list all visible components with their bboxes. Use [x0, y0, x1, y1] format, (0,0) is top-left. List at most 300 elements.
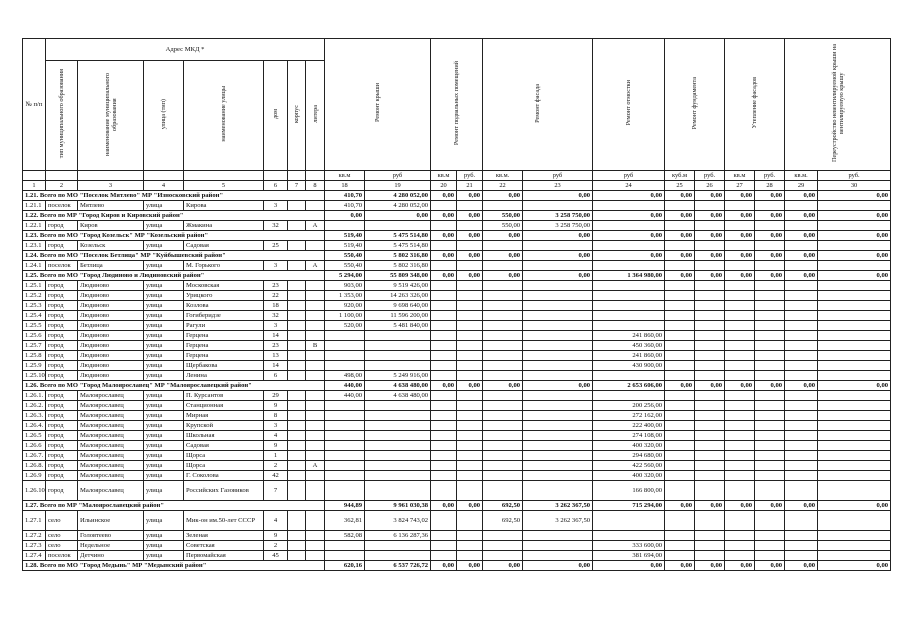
value-cell: 272 162,00 [593, 411, 665, 421]
value-cell [755, 351, 785, 361]
address-cell [288, 301, 306, 311]
value-cell [665, 431, 695, 441]
value-cell: 0,00 [457, 251, 483, 261]
value-cell [325, 411, 365, 421]
value-cell [695, 471, 725, 481]
value-cell [665, 481, 695, 501]
address-cell: улица [144, 331, 184, 341]
address-cell: Станционная [184, 401, 264, 411]
value-cell [457, 451, 483, 461]
value-cell [818, 301, 891, 311]
address-cell [288, 511, 306, 531]
value-cell [695, 221, 725, 231]
value-cell [431, 221, 457, 231]
value-cell [665, 421, 695, 431]
table-row [23, 291, 891, 301]
column-number-cell: 30 [818, 181, 891, 191]
value-cell: 0,00 [818, 271, 891, 281]
value-cell [457, 461, 483, 471]
value-cell [818, 201, 891, 211]
address-cell: Урицкого [184, 291, 264, 301]
value-cell: 0,00 [483, 251, 523, 261]
value-cell [523, 281, 593, 291]
address-cell [288, 361, 306, 371]
value-cell [593, 261, 665, 271]
value-cell: 5 475 514,80 [365, 241, 431, 251]
address-cell: Ильинское [78, 511, 144, 531]
value-cell [695, 441, 725, 451]
address-cell: город [46, 441, 78, 451]
value-cell [755, 471, 785, 481]
value-cell [725, 481, 755, 501]
address-cell: Людиново [78, 371, 144, 381]
address-cell: 1.26.6 [23, 441, 46, 451]
value-cell [665, 401, 695, 411]
value-cell [457, 441, 483, 451]
value-cell: 9 961 030,38 [365, 501, 431, 511]
value-cell: 0,00 [457, 271, 483, 281]
value-cell [755, 481, 785, 501]
value-cell [665, 461, 695, 471]
value-cell [457, 331, 483, 341]
address-cell: Малоярославец [78, 481, 144, 501]
value-cell [755, 431, 785, 441]
address-cell: 1.26.3. [23, 411, 46, 421]
address-cell [288, 481, 306, 501]
units-empty-cell [184, 171, 264, 181]
subtotal-row [23, 211, 891, 221]
value-cell: 0,00 [665, 561, 695, 571]
value-cell [785, 281, 818, 291]
value-cell: 0,00 [593, 561, 665, 571]
value-cell: 0,00 [665, 251, 695, 261]
value-cell [457, 481, 483, 501]
value-cell: 0,00 [785, 211, 818, 221]
address-cell: поселок [46, 261, 78, 271]
address-cell: улица [144, 511, 184, 531]
address-cell: 1.23.1 [23, 241, 46, 251]
value-cell [457, 431, 483, 441]
address-cell [288, 541, 306, 551]
address-cell: улица [144, 291, 184, 301]
value-cell: 582,08 [325, 531, 365, 541]
value-cell [818, 291, 891, 301]
subtotal-row [23, 501, 891, 511]
value-cell: 0,00 [725, 251, 755, 261]
value-cell: 4 280 052,00 [365, 191, 431, 201]
address-cell: Людиново [78, 341, 144, 351]
value-cell: 0,00 [818, 211, 891, 221]
address-cell: город [46, 311, 78, 321]
address-cell: В [306, 341, 325, 351]
value-cell: 0,00 [523, 271, 593, 281]
value-cell [523, 401, 593, 411]
value-cell: 0,00 [695, 561, 725, 571]
value-cell [665, 301, 695, 311]
value-cell [457, 541, 483, 551]
value-cell [431, 201, 457, 211]
value-cell [325, 541, 365, 551]
address-cell: 1.27.2 [23, 531, 46, 541]
address-cell: 1.27.4 [23, 551, 46, 561]
value-cell [431, 311, 457, 321]
value-cell: 0,00 [785, 191, 818, 201]
address-cell: Московская [184, 281, 264, 291]
header-facade: Ремонт фасада [483, 39, 593, 171]
address-cell [288, 391, 306, 401]
address-cell: 45 [264, 551, 288, 561]
value-cell [457, 531, 483, 541]
value-cell [431, 301, 457, 311]
value-cell: 0,00 [457, 211, 483, 221]
value-cell: 0,00 [818, 231, 891, 241]
value-cell [818, 481, 891, 501]
address-cell: 14 [264, 331, 288, 341]
value-cell: 0,00 [725, 501, 755, 511]
value-cell [431, 481, 457, 501]
address-cell [306, 301, 325, 311]
value-cell [755, 531, 785, 541]
address-cell: П. Курсантов [184, 391, 264, 401]
value-cell [365, 361, 431, 371]
column-number-cell: 29 [785, 181, 818, 191]
header-korpus: корпус [288, 61, 306, 171]
address-cell: город [46, 421, 78, 431]
value-cell [483, 441, 523, 451]
address-cell: город [46, 341, 78, 351]
value-cell: 519,40 [325, 241, 365, 251]
value-cell [523, 291, 593, 301]
value-cell [755, 401, 785, 411]
value-cell [483, 371, 523, 381]
value-cell [695, 361, 725, 371]
value-cell [483, 311, 523, 321]
value-cell [818, 321, 891, 331]
value-cell [695, 411, 725, 421]
address-cell: город [46, 331, 78, 341]
value-cell [457, 321, 483, 331]
address-cell: Малоярославец [78, 421, 144, 431]
value-cell [785, 201, 818, 211]
header-npp: № п/п [23, 39, 46, 171]
value-cell [523, 541, 593, 551]
address-cell: улица [144, 301, 184, 311]
value-cell [785, 401, 818, 411]
address-cell: Щербакова [184, 361, 264, 371]
value-cell [818, 441, 891, 451]
value-cell [695, 421, 725, 431]
value-cell: 0,00 [665, 381, 695, 391]
value-cell [695, 261, 725, 271]
address-cell: город [46, 351, 78, 361]
address-cell [306, 471, 325, 481]
value-cell [695, 481, 725, 501]
address-cell [306, 371, 325, 381]
value-cell [325, 551, 365, 561]
value-cell: 0,00 [695, 191, 725, 201]
value-cell [785, 551, 818, 561]
column-number-cell: 25 [665, 181, 695, 191]
value-cell [725, 291, 755, 301]
value-cell [725, 391, 755, 401]
address-cell: улица [144, 401, 184, 411]
value-cell [818, 401, 891, 411]
address-cell: 13 [264, 351, 288, 361]
value-cell [818, 541, 891, 551]
unit-cell: руб [523, 171, 593, 181]
value-cell [365, 411, 431, 421]
table-row [23, 281, 891, 291]
address-cell: 1.25.4 [23, 311, 46, 321]
value-cell [483, 541, 523, 551]
address-cell: 3 [264, 201, 288, 211]
value-cell [593, 221, 665, 231]
address-cell: улица [144, 281, 184, 291]
value-cell [483, 471, 523, 481]
value-cell [523, 471, 593, 481]
address-cell: Людиново [78, 331, 144, 341]
value-cell [725, 431, 755, 441]
value-cell [325, 431, 365, 441]
column-number-cell: 7 [288, 181, 306, 191]
address-cell: 9 [264, 441, 288, 451]
value-cell [755, 321, 785, 331]
value-cell [785, 481, 818, 501]
subtotal-label: 1.21. Всего по МО "Поселок Мятлево" МР "Износковский район" [23, 191, 325, 201]
value-cell: 0,00 [665, 211, 695, 221]
address-cell: 1.24.1 [23, 261, 46, 271]
address-cell [306, 351, 325, 361]
address-cell: Детчино [78, 551, 144, 561]
value-cell [431, 261, 457, 271]
value-cell: 200 256,00 [593, 401, 665, 411]
address-cell [288, 441, 306, 451]
value-cell [725, 551, 755, 561]
address-cell: 3 [264, 261, 288, 271]
address-cell: Людиново [78, 311, 144, 321]
table-row [23, 441, 891, 451]
value-cell [665, 391, 695, 401]
value-cell: 3 258 750,00 [523, 221, 593, 231]
address-cell [306, 321, 325, 331]
value-cell [431, 511, 457, 531]
address-cell [306, 281, 325, 291]
value-cell [365, 471, 431, 481]
header-name-mo: наименование муниципального образования [78, 61, 144, 171]
value-cell: 520,00 [325, 321, 365, 331]
address-cell [306, 241, 325, 251]
address-cell: 1.21.1 [23, 201, 46, 211]
value-cell: 362,81 [325, 511, 365, 531]
value-cell [523, 241, 593, 251]
value-cell [483, 391, 523, 401]
address-cell: Российских Газовиков [184, 481, 264, 501]
value-cell [483, 531, 523, 541]
value-cell [665, 321, 695, 331]
column-number-cell: 3 [78, 181, 144, 191]
column-number-cell: 21 [457, 181, 483, 191]
address-cell: 2 [264, 461, 288, 471]
value-cell [725, 401, 755, 411]
address-cell: улица [144, 531, 184, 541]
value-cell [725, 261, 755, 271]
address-cell [288, 341, 306, 351]
address-cell: город [46, 321, 78, 331]
value-cell [457, 221, 483, 231]
header-street-name: наименование улицы [184, 61, 264, 171]
value-cell [695, 461, 725, 471]
value-cell [785, 331, 818, 341]
value-cell [665, 241, 695, 251]
value-cell: 0,00 [431, 271, 457, 281]
value-cell [483, 451, 523, 461]
value-cell: 430 900,00 [593, 361, 665, 371]
value-cell [523, 431, 593, 441]
value-cell [483, 281, 523, 291]
address-cell [306, 361, 325, 371]
value-cell [593, 321, 665, 331]
value-cell [523, 361, 593, 371]
value-cell [523, 371, 593, 381]
value-cell [325, 221, 365, 231]
address-cell: Мирная [184, 411, 264, 421]
value-cell: 0,00 [523, 251, 593, 261]
address-cell: А [306, 461, 325, 471]
value-cell [431, 401, 457, 411]
value-cell: 0,00 [457, 381, 483, 391]
unit-cell: кв.м. [483, 171, 523, 181]
address-cell [306, 311, 325, 321]
value-cell [818, 461, 891, 471]
value-cell [785, 411, 818, 421]
value-cell [457, 241, 483, 251]
value-cell: 0,00 [457, 561, 483, 571]
column-number-cell: 2 [46, 181, 78, 191]
table-row [23, 461, 891, 471]
value-cell [818, 531, 891, 541]
value-cell [755, 421, 785, 431]
address-cell: город [46, 301, 78, 311]
header-house: дом [264, 61, 288, 171]
header-pereustroistvo: Переустройство невентилируемой крыши на вентилируемую крышу [785, 39, 891, 171]
value-cell: 903,00 [325, 281, 365, 291]
address-cell [288, 331, 306, 341]
table-row [23, 391, 891, 401]
value-cell: 0,00 [457, 501, 483, 511]
address-cell [306, 481, 325, 501]
address-cell: город [46, 281, 78, 291]
value-cell [695, 371, 725, 381]
address-cell: город [46, 361, 78, 371]
address-cell [288, 421, 306, 431]
subtotal-label: 1.28. Всего по МО "Город Медынь" МР "Медынский район" [23, 561, 325, 571]
value-cell [365, 421, 431, 431]
address-cell: улица [144, 391, 184, 401]
value-cell [785, 431, 818, 441]
address-cell: 23 [264, 341, 288, 351]
address-cell: улица [144, 481, 184, 501]
address-cell: улица [144, 261, 184, 271]
value-cell: 550,00 [483, 221, 523, 231]
value-cell [365, 451, 431, 461]
value-cell: 1 364 980,00 [593, 271, 665, 281]
value-cell [818, 261, 891, 271]
address-cell: Киров [78, 221, 144, 231]
value-cell: 294 680,00 [593, 451, 665, 461]
value-cell [523, 551, 593, 561]
value-cell [725, 351, 755, 361]
value-cell [483, 301, 523, 311]
value-cell [665, 261, 695, 271]
address-cell: 1.27.3 [23, 541, 46, 551]
address-cell: 4 [264, 431, 288, 441]
address-cell: город [46, 391, 78, 401]
value-cell [431, 371, 457, 381]
address-cell [288, 351, 306, 361]
value-cell: 550,40 [325, 261, 365, 271]
address-cell: Людиново [78, 361, 144, 371]
value-cell: 4 638 480,00 [365, 381, 431, 391]
address-cell: Малоярославец [78, 391, 144, 401]
value-cell [818, 411, 891, 421]
value-cell [483, 421, 523, 431]
address-cell: 1.26.8. [23, 461, 46, 471]
unit-cell: руб. [695, 171, 725, 181]
value-cell: 0,00 [785, 251, 818, 261]
table-row [23, 361, 891, 371]
value-cell [457, 311, 483, 321]
value-cell [431, 471, 457, 481]
value-cell: 450 360,00 [593, 341, 665, 351]
value-cell: 0,00 [457, 231, 483, 241]
unit-cell: руб [365, 171, 431, 181]
address-cell: 18 [264, 301, 288, 311]
value-cell [725, 341, 755, 351]
address-cell: Щорса [184, 451, 264, 461]
value-cell [483, 461, 523, 471]
table-row [23, 261, 891, 271]
value-cell: 715 294,00 [593, 501, 665, 511]
value-cell: 0,00 [523, 191, 593, 201]
value-cell [483, 261, 523, 271]
address-cell: Крупской [184, 421, 264, 431]
value-cell [665, 281, 695, 291]
value-cell [457, 411, 483, 421]
value-cell: 0,00 [593, 231, 665, 241]
address-cell [306, 551, 325, 561]
value-cell [457, 391, 483, 401]
value-cell [483, 321, 523, 331]
value-cell: 920,00 [325, 301, 365, 311]
value-cell [695, 281, 725, 291]
value-cell [818, 431, 891, 441]
value-cell [725, 541, 755, 551]
value-cell: 410,70 [325, 191, 365, 201]
value-cell [785, 361, 818, 371]
address-cell [306, 451, 325, 461]
value-cell: 0,00 [785, 501, 818, 511]
address-cell: улица [144, 441, 184, 451]
value-cell [725, 471, 755, 481]
address-cell [288, 451, 306, 461]
value-cell [431, 291, 457, 301]
value-cell [755, 391, 785, 401]
value-cell [523, 341, 593, 351]
address-cell: улица [144, 241, 184, 251]
address-cell [306, 531, 325, 541]
value-cell [665, 551, 695, 561]
address-cell: А [306, 261, 325, 271]
